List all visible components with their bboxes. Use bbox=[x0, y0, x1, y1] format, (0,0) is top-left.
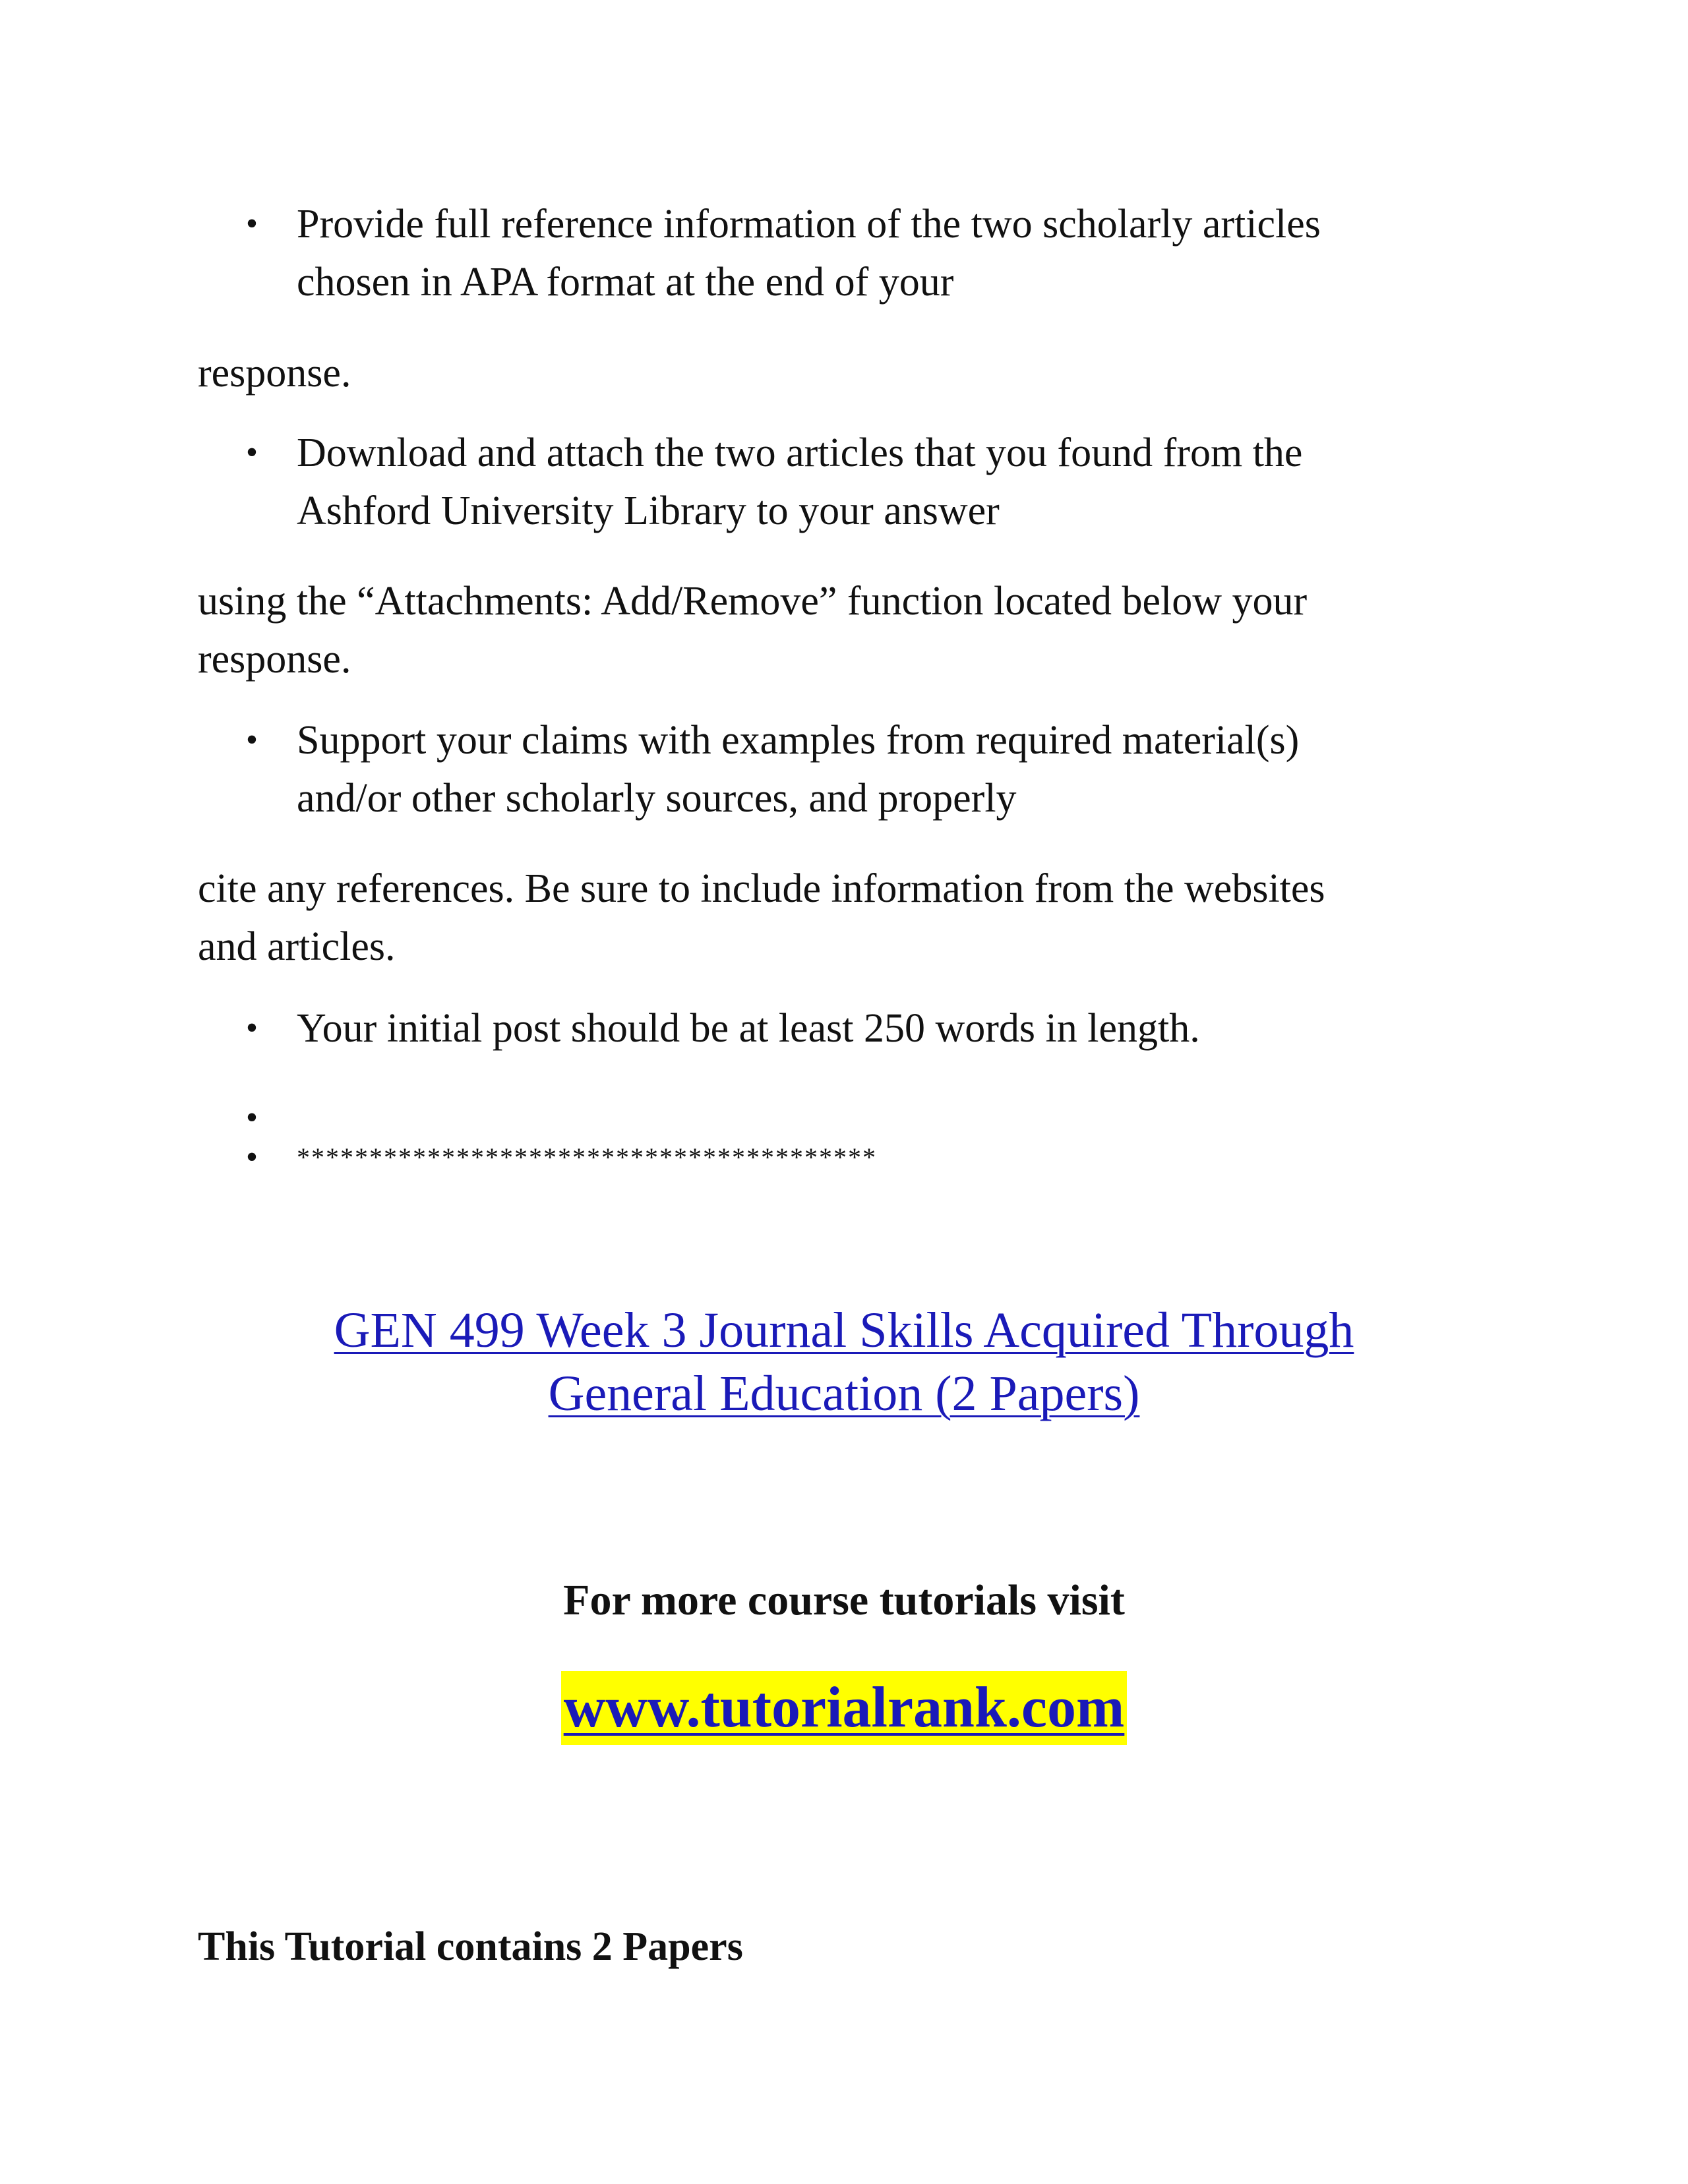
bullet-icon: • bbox=[245, 1009, 258, 1047]
bullet-line: Ashford University Library to your answer bbox=[297, 488, 1000, 533]
bullet-icon: • bbox=[245, 721, 258, 759]
bullet-icon: • bbox=[245, 1138, 258, 1176]
bullet-icon: • bbox=[245, 434, 258, 471]
course-title-line[interactable]: General Education (2 Papers) bbox=[548, 1366, 1140, 1421]
bullet-line: Your initial post should be at least 250 words in length. bbox=[297, 1006, 1200, 1051]
course-title-link[interactable] bbox=[0, 1299, 1688, 1425]
bullet-line: chosen in APA format at the end of your bbox=[297, 260, 954, 305]
continuation-text bbox=[198, 860, 1451, 976]
bullet-line: Download and attach the two articles that you found from the bbox=[297, 430, 1303, 475]
site-link-container bbox=[0, 1671, 1688, 1745]
continuation-line: and articles. bbox=[198, 924, 396, 969]
continuation-text: response. bbox=[198, 351, 351, 396]
bullet-line: Support your claims with examples from required material(s) bbox=[297, 718, 1300, 763]
continuation-line: cite any references. Be sure to include information from the websites bbox=[198, 866, 1325, 911]
continuation-line: response. bbox=[198, 637, 351, 682]
site-link[interactable]: www.tutorialrank.com bbox=[561, 1671, 1128, 1745]
continuation-line: using the “Attachments: Add/Remove” function located below your bbox=[198, 579, 1308, 624]
separator-stars: **************************************** bbox=[297, 1142, 877, 1172]
bullet-icon: • bbox=[245, 205, 258, 243]
promo-heading: For more course tutorials visit bbox=[563, 1576, 1125, 1624]
bullet-line: Provide full reference information of the two scholarly articles bbox=[297, 202, 1321, 247]
tutorial-contains-heading: This Tutorial contains 2 Papers bbox=[198, 1924, 743, 1969]
course-title-line[interactable]: GEN 499 Week 3 Journal Skills Acquired Through bbox=[334, 1303, 1354, 1358]
bullet-line: and/or other scholarly sources, and properly bbox=[297, 776, 1017, 821]
bullet-icon: • bbox=[245, 1099, 258, 1136]
continuation-text bbox=[198, 572, 1451, 688]
